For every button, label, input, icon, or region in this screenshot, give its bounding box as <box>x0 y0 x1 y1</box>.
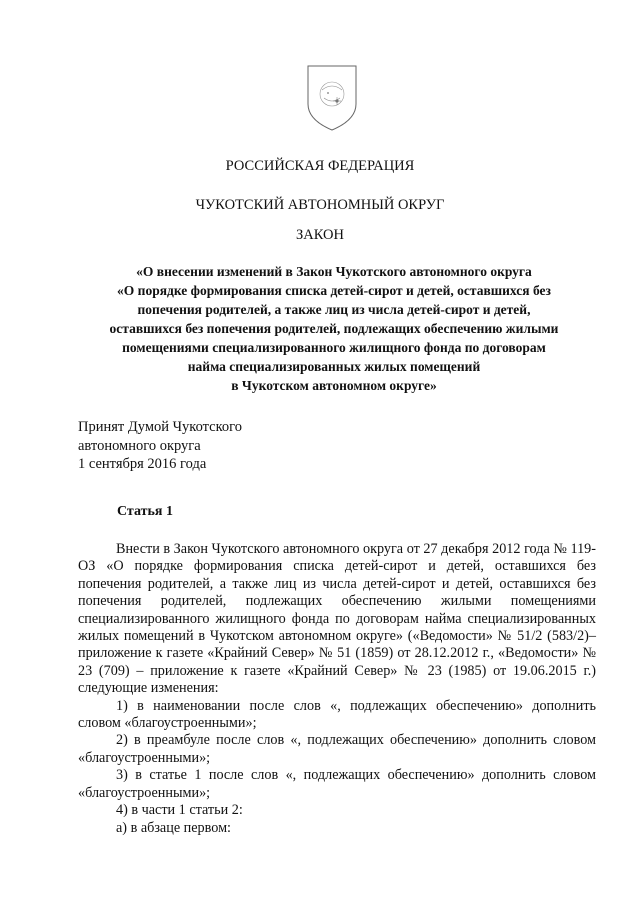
country-heading: РОССИЙСКАЯ ФЕДЕРАЦИЯ <box>225 158 415 174</box>
law-title <box>70 262 598 395</box>
article-paragraph: 3) в статье 1 после слов «, подлежащих обеспечению» дополнить словом «благоустроенными»; <box>78 767 596 801</box>
article-heading: Статья 1 <box>117 504 173 519</box>
article-paragraph: 4) в части 1 статьи 2: <box>116 802 243 819</box>
adoption-note <box>78 418 242 474</box>
law-title-line: «О порядке формирования списка детей-сирот и детей, оставшихся без <box>117 283 551 298</box>
article-paragraph: Внести в Закон Чукотского автономного округа от 27 декабря 2012 года № 119-ОЗ «О порядке формирования списка детей-сирот и детей, оставшихся без попечения родителей, а также лиц из числа детей-сирот и детей, оставшихся без попечения родителей, подлежащих обеспечению жилыми помещениями специализированного жилищного фонда по договорам найма специализированных жилых помещений в Чукотском автономном округе» («Ведомости» № 51/2 (583/2)– приложение к газете «Крайний Север» № 51 (1859) от 28.12.2012 г., «Ведомости» № 23 (709) – приложение к газете «Крайний Север» № 23 (1985) от 19.06.2015 г.) следующие изменения: <box>78 541 596 697</box>
adoption-note-line: автономного округа <box>78 437 201 454</box>
article-paragraph: 2) в преамбуле после слов «, подлежащих обеспечению» дополнить словом «благоустроенными»; <box>78 732 596 766</box>
article-body <box>78 541 596 837</box>
adoption-note-line: Принят Думой Чукотского <box>78 419 243 435</box>
law-title-line: оставшихся без попечения родителей, подлежащих обеспечению жилыми <box>109 321 559 336</box>
article-paragraph: а) в абзаце первом: <box>116 819 231 836</box>
article-paragraph: 1) в наименовании после слов «, подлежащих обеспечению» дополнить словом «благоустроенными»; <box>78 697 596 732</box>
law-title-line: помещениями специализированного жилищного фонда по договорам <box>122 340 546 355</box>
coat-of-arms-icon <box>304 64 360 132</box>
law-title-line: попечения родителей, а также лиц из числа детей-сирот и детей, <box>137 302 531 317</box>
document-type-heading: ЗАКОН <box>296 227 344 243</box>
law-title-line: в Чукотском автономном округе» <box>231 378 437 393</box>
law-title-line: найма специализированных жилых помещений <box>187 359 481 374</box>
law-title-line: «О внесении изменений в Закон Чукотского автономного округа <box>136 264 532 279</box>
adoption-date: 1 сентября 2016 года <box>78 456 207 472</box>
region-heading: ЧУКОТСКИЙ АВТОНОМНЫЙ ОКРУГ <box>195 197 445 213</box>
